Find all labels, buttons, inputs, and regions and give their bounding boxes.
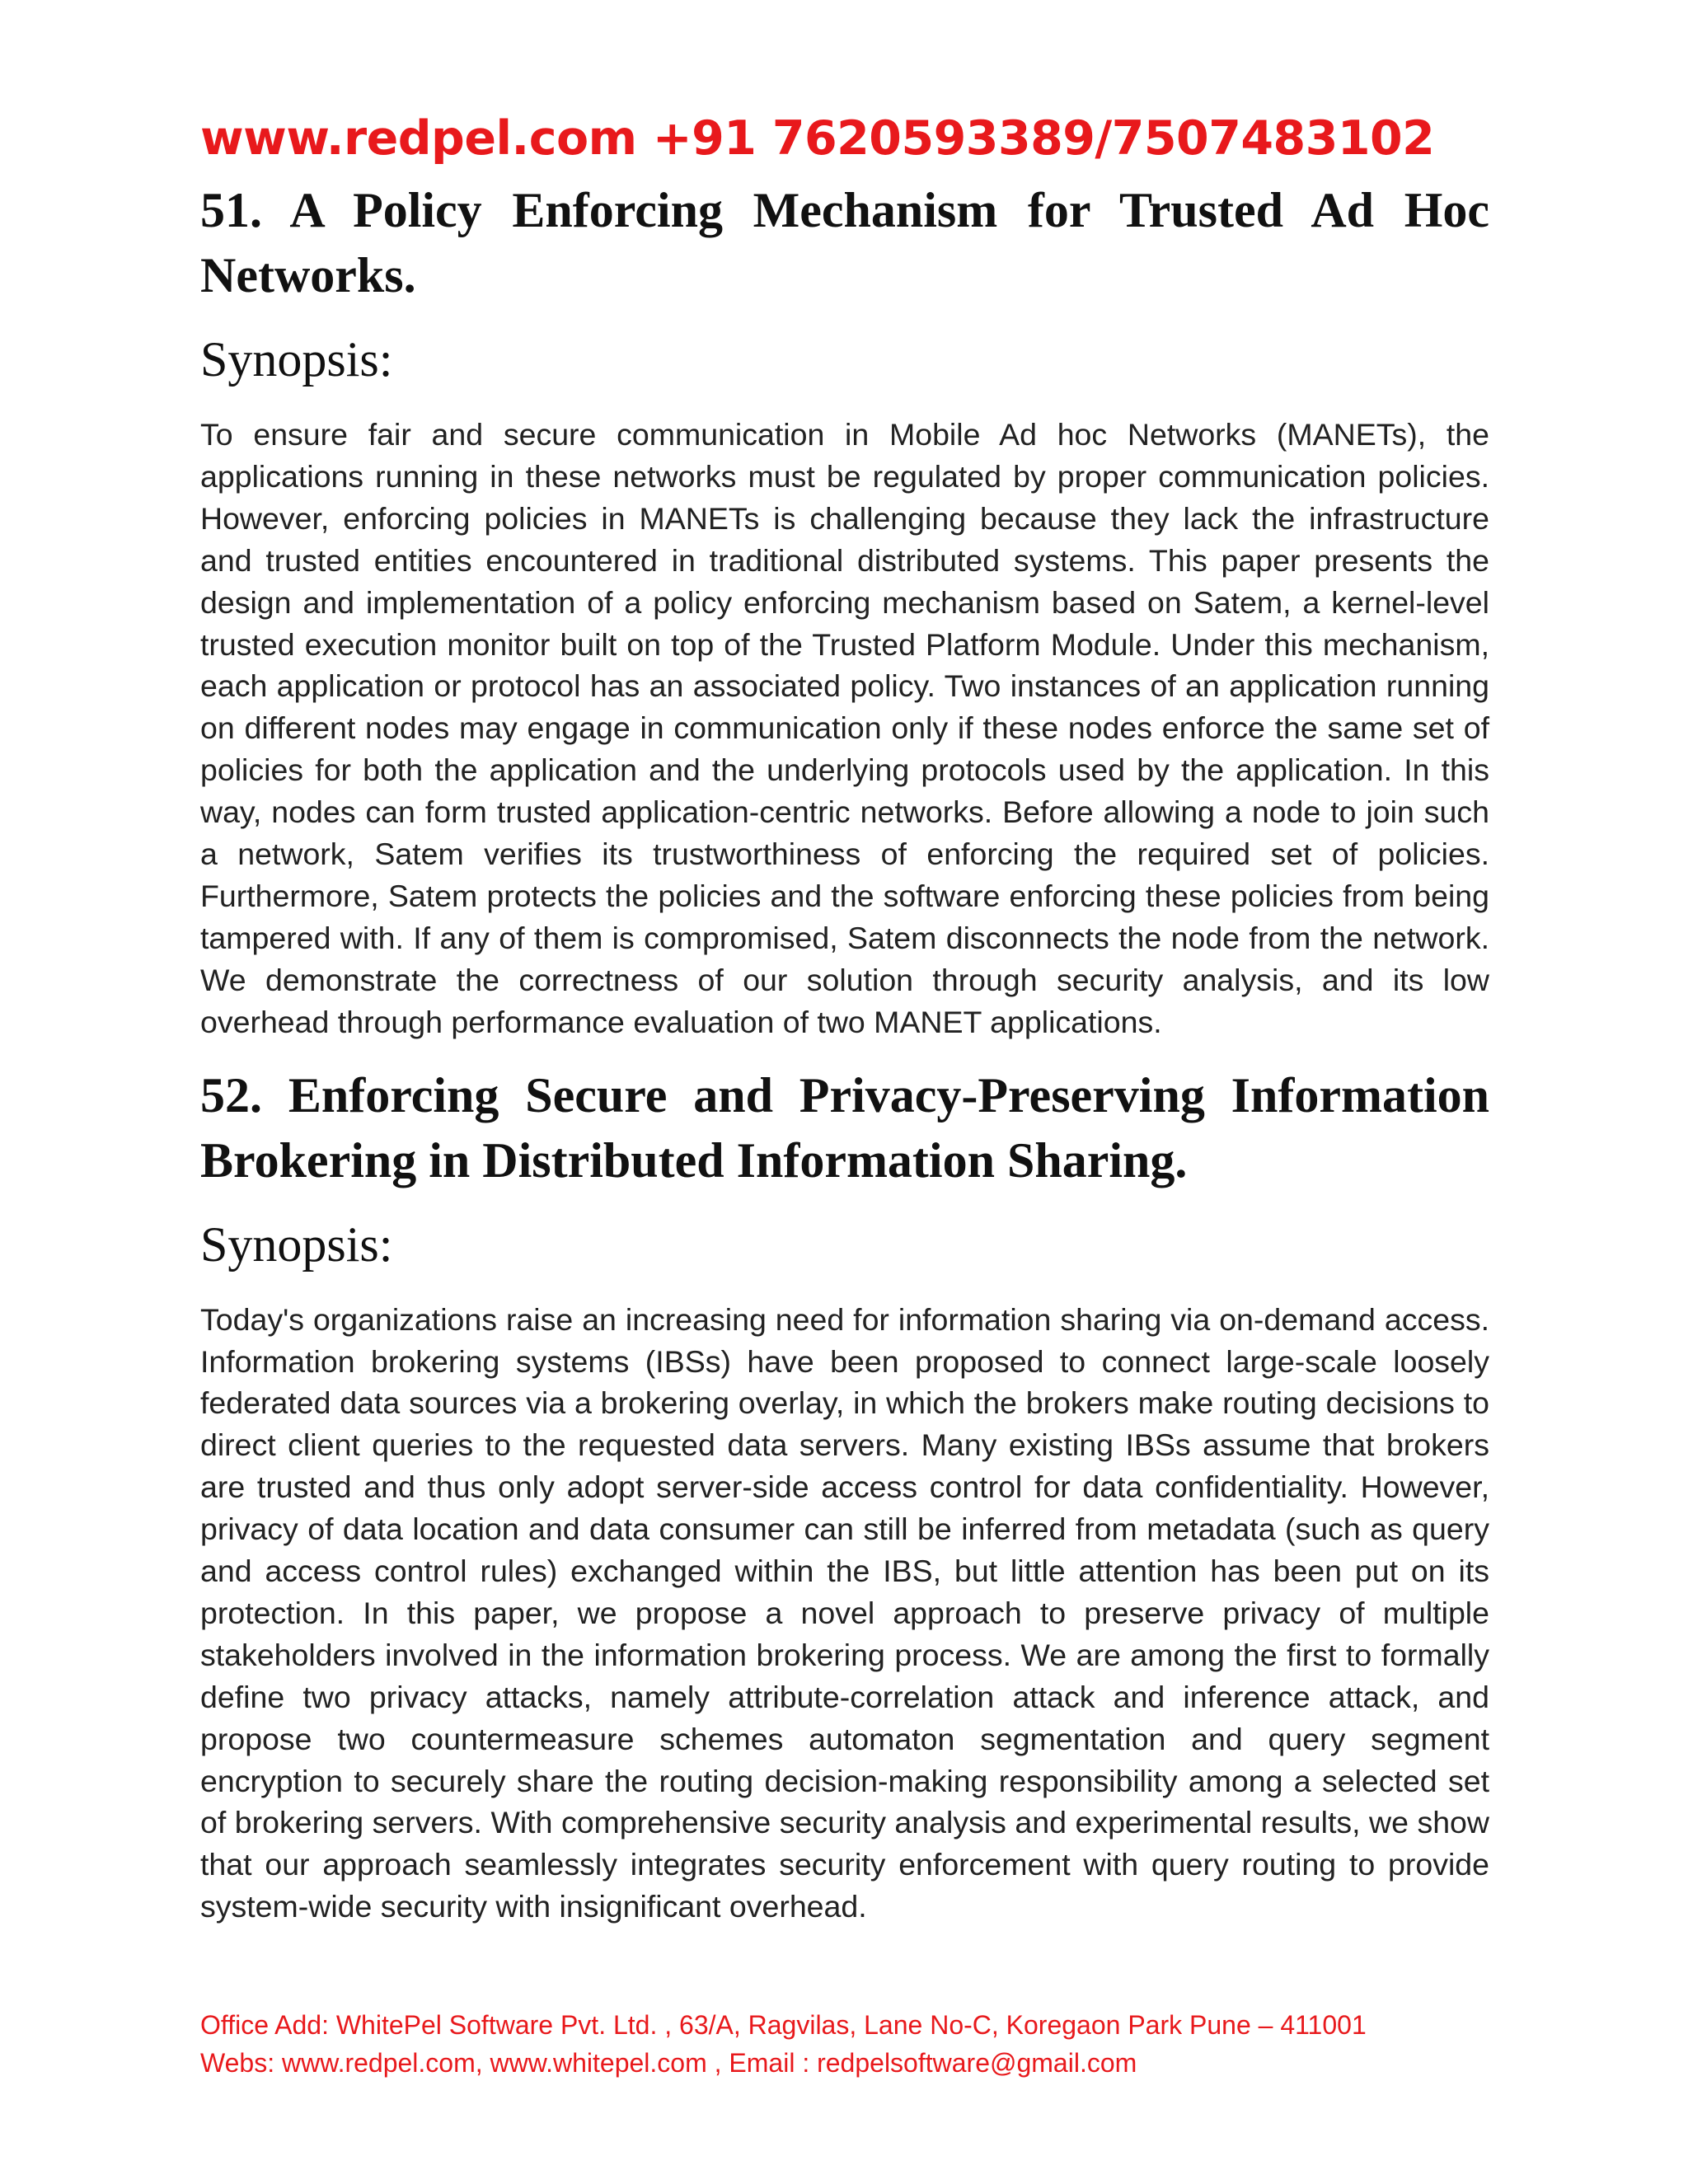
contact-header: www.redpel.com +91 7620593389/7507483102 <box>200 111 1435 166</box>
section-51-synopsis-label: Synopsis: <box>200 332 393 387</box>
footer-web-contact: Webs: www.redpel.com, www.whitepel.com , Email : redpelsoftware@gmail.com <box>200 2048 1137 2078</box>
footer-office-address: Office Add: WhitePel Software Pvt. Ltd. , 63/A, Ragvilas, Lane No-C, Koregaon Park Pune – 411001 <box>200 2010 1367 2040</box>
section-51-title: 51. A Policy Enforcing Mechanism for Trusted Ad Hoc Networks. <box>200 183 1489 302</box>
page-footer <box>200 2006 1489 2082</box>
section-51-synopsis-text: To ensure fair and secure communication in Mobile Ad hoc Networks (MANETs), the applications running in these networks must be regulated by proper communication policies. However, enforcing policies in MANETs is challenging because they lack the infrastructure and trusted entities encountered in traditional distributed systems. This paper presents the design and implementation of a policy enforcing mechanism based on Satem, a kernel-level trusted execution monitor built on top of the Trusted Platform Module. Under this mechanism, each application or protocol has an associated policy. Two instances of an application running on different nodes may engage in communication only if these nodes enforce the same set of policies for both the application and the underlying protocols used by the application. In this way, nodes can form trusted application-centric networks. Before allowing a node to join such a network, Satem verifies its trustworthiness of enforcing the required set of policies. Furthermore, Satem protects the policies and the software enforcing these policies from being tampered with. If any of them is compromised, Satem disconnects the node from the network. We demonstrate the correctness of our solution through security analysis, and its low overhead through performance evaluation of two MANET applications. <box>200 417 1489 1039</box>
section-52-synopsis-text: Today's organizations raise an increasing need for information sharing via on-demand access. Information brokering systems (IBSs) have been proposed to connect large-scale loosely federated data sources via a brokering overlay, in which the brokers make routing decisions to direct client queries to the requested data servers. Many existing IBSs assume that brokers are trusted and thus only adopt server-side access control for data confidentiality. However, privacy of data location and data consumer can still be inferred from metadata (such as query and access control rules) exchanged within the IBS, but little attention has been put on its protection. In this paper, we propose a novel approach to preserve privacy of multiple stakeholders involved in the information brokering process. We are among the first to formally define two privacy attacks, namely attribute-correlation attack and inference attack, and propose two countermeasure schemes automaton segmentation and query segment encryption to securely share the routing decision-making responsibility among a selected set of brokering servers. With comprehensive security analysis and experimental results, we show that our approach seamlessly integrates security enforcement with query routing to provide system-wide security with insignificant overhead. <box>200 1301 1489 1924</box>
section-52-title: 52. Enforcing Secure and Privacy-Preserving Information Brokering in Distributed Information Sharing. <box>200 1067 1489 1188</box>
section-52-synopsis-label: Synopsis: <box>200 1216 393 1272</box>
page-content <box>200 105 1489 1928</box>
